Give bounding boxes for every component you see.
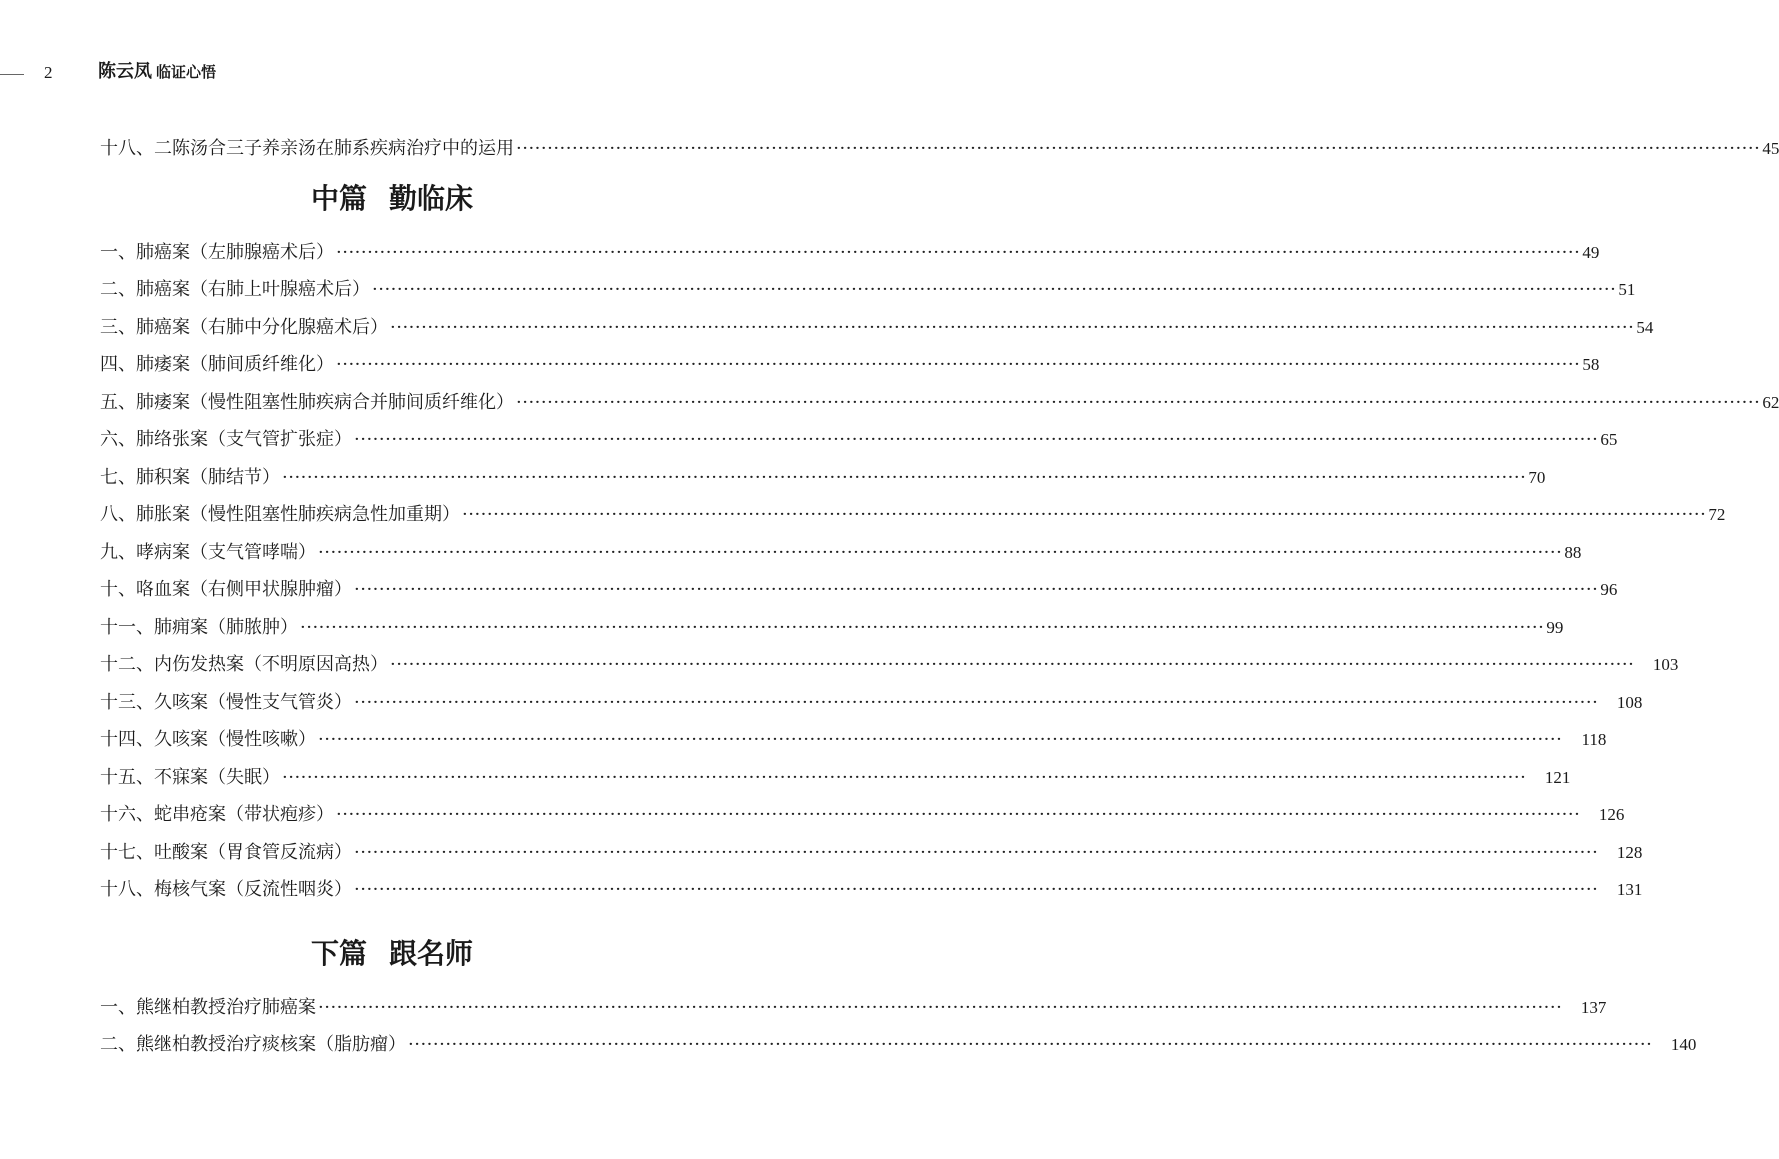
section-heading-lower [100, 919, 684, 989]
dot-leader: ········································································································································································································ [408, 1034, 1653, 1055]
book-title [98, 60, 216, 84]
toc-entry-page: 62 [1762, 392, 1779, 412]
toc-entry-page: 137 [1580, 997, 1607, 1017]
lower-entry-list [100, 989, 1697, 1064]
toc-entry-title: 十四、久咳案（慢性咳嗽） [100, 729, 316, 750]
dot-leader: ········································································································································································································ [390, 316, 1635, 338]
section-heading-part: 下篇 [310, 936, 367, 970]
toc-entry-title: 二、熊继柏教授治疗痰核案（脂肪瘤） [100, 1034, 406, 1055]
dot-leader: ········································································································································································································ [462, 504, 1707, 525]
toc-entry-page: 121 [1544, 767, 1571, 787]
toc-entry[interactable] [100, 534, 1582, 572]
dot-leader: ········································································································································································································ [282, 466, 1527, 488]
dot-leader: ········································································································································································································ [354, 691, 1599, 713]
dot-leader: ········································································································································································································ [372, 279, 1617, 300]
toc-entry[interactable] [100, 871, 1643, 909]
toc-entry-title: 四、肺痿案（肺间质纤维化） [100, 354, 334, 375]
toc-entry-page: 72 [1708, 505, 1726, 524]
dot-leader: ········································································································································································································ [336, 804, 1581, 825]
toc-entry[interactable] [100, 721, 1607, 759]
toc-entry-page: 108 [1616, 692, 1643, 712]
toc-entry-page: 58 [1582, 355, 1600, 374]
table-of-contents [100, 130, 1779, 1064]
toc-entry-title: 一、肺癌案（左肺腺癌术后） [100, 241, 334, 263]
middle-entry-list [100, 234, 1779, 909]
dot-leader: ········································································································································································································ [516, 138, 1761, 159]
toc-entry-title: 十五、不寐案（失眠） [100, 766, 280, 788]
toc-entry[interactable] [100, 646, 1679, 684]
toc-entry-page: 88 [1564, 542, 1582, 562]
toc-entry-title: 十八、二陈汤合三子养亲汤在肺系疾病治疗中的运用 [100, 138, 514, 159]
toc-entry-title: 八、肺胀案（慢性阻塞性肺疾病急性加重期） [100, 504, 460, 525]
dot-leader: ········································································································································································································ [336, 354, 1581, 375]
toc-entry-page: 131 [1616, 880, 1643, 899]
toc-entry-page: 140 [1670, 1035, 1697, 1054]
toc-entry[interactable] [100, 834, 1643, 872]
dot-leader: ········································································································································································································ [354, 579, 1599, 600]
toc-entry[interactable] [100, 609, 1564, 647]
dot-leader: ········································································································································································································ [300, 616, 1545, 638]
toc-entry-title: 三、肺癌案（右肺中分化腺癌术后） [100, 316, 388, 338]
dot-leader: ········································································································································································································ [318, 996, 1563, 1018]
toc-entry[interactable] [100, 684, 1643, 722]
toc-entry-title: 十一、肺痈案（肺脓肿） [100, 616, 298, 638]
toc-entry[interactable] [100, 759, 1571, 797]
toc-entry[interactable] [100, 309, 1654, 347]
dot-leader: ········································································································································································································ [336, 241, 1581, 263]
section-heading-name: 勤临床 [389, 181, 474, 215]
dot-leader: ········································································································································································································ [390, 654, 1635, 675]
toc-entry-page: 118 [1581, 730, 1607, 749]
page-number: 2 [44, 63, 53, 82]
toc-entry-title: 十八、梅核气案（反流性咽炎） [100, 879, 352, 900]
toc-entry-title: 六、肺络张案（支气管扩张症） [100, 429, 352, 450]
toc-entry-title: 十六、蛇串疮案（带状疱疹） [100, 804, 334, 825]
toc-entry-page: 103 [1652, 655, 1679, 674]
toc-entry-title: 十、咯血案（右侧甲状腺肿瘤） [100, 579, 352, 600]
book-title-sub: 临证心悟 [156, 63, 217, 81]
dot-leader: ········································································································································································································ [354, 841, 1599, 863]
toc-entry[interactable] [100, 384, 1779, 422]
toc-entry-title: 十二、内伤发热案（不明原因高热） [100, 654, 388, 675]
toc-entry[interactable] [100, 234, 1600, 272]
toc-entry-page: 96 [1600, 580, 1618, 599]
toc-entry-title: 一、熊继柏教授治疗肺癌案 [100, 996, 316, 1018]
dot-leader: ········································································································································································································ [354, 429, 1599, 450]
toc-entry-title: 十七、吐酸案（胃食管反流病） [100, 841, 352, 863]
book-title-main: 陈云凤 [98, 61, 152, 82]
toc-entry-page: 70 [1528, 467, 1546, 487]
toc-entry[interactable] [100, 1026, 1697, 1064]
toc-entry-title: 十三、久咳案（慢性支气管炎） [100, 691, 352, 713]
toc-entry[interactable] [100, 989, 1607, 1027]
toc-entry[interactable] [100, 130, 1779, 168]
toc-entry[interactable] [100, 496, 1726, 534]
toc-entry[interactable] [100, 459, 1546, 497]
toc-entry-title: 九、哮病案（支气管哮喘） [100, 541, 316, 563]
dot-leader: ········································································································································································································ [318, 541, 1563, 563]
toc-entry-title: 七、肺积案（肺结节） [100, 466, 280, 488]
header-rule [0, 74, 24, 75]
toc-entry-title: 二、肺癌案（右肺上叶腺癌术后） [100, 279, 370, 300]
toc-entry[interactable] [100, 571, 1618, 609]
toc-entry-page: 126 [1598, 805, 1625, 824]
toc-entry[interactable] [100, 346, 1600, 384]
toc-entry-page: 51 [1618, 280, 1636, 299]
dot-leader: ········································································································································································································ [318, 729, 1563, 750]
toc-entry-page: 49 [1582, 242, 1600, 262]
toc-entry[interactable] [100, 421, 1618, 459]
dot-leader: ········································································································································································································ [354, 879, 1599, 900]
toc-entry[interactable] [100, 796, 1625, 834]
dot-leader: ········································································································································································································ [516, 391, 1761, 413]
section-heading-part: 中篇 [310, 181, 367, 215]
dot-leader: ········································································································································································································ [282, 766, 1527, 788]
section-heading-name: 跟名师 [389, 936, 474, 970]
toc-entry-page: 54 [1636, 317, 1654, 337]
toc-entry-page: 65 [1600, 430, 1618, 449]
toc-entry-page: 99 [1546, 617, 1564, 637]
toc-entry[interactable] [100, 271, 1636, 309]
toc-entry-page: 128 [1616, 842, 1643, 862]
toc-entry-page: 45 [1762, 139, 1779, 158]
section-heading-middle [100, 164, 684, 234]
toc-entry-title: 五、肺痿案（慢性阻塞性肺疾病合并肺间质纤维化） [100, 391, 514, 413]
